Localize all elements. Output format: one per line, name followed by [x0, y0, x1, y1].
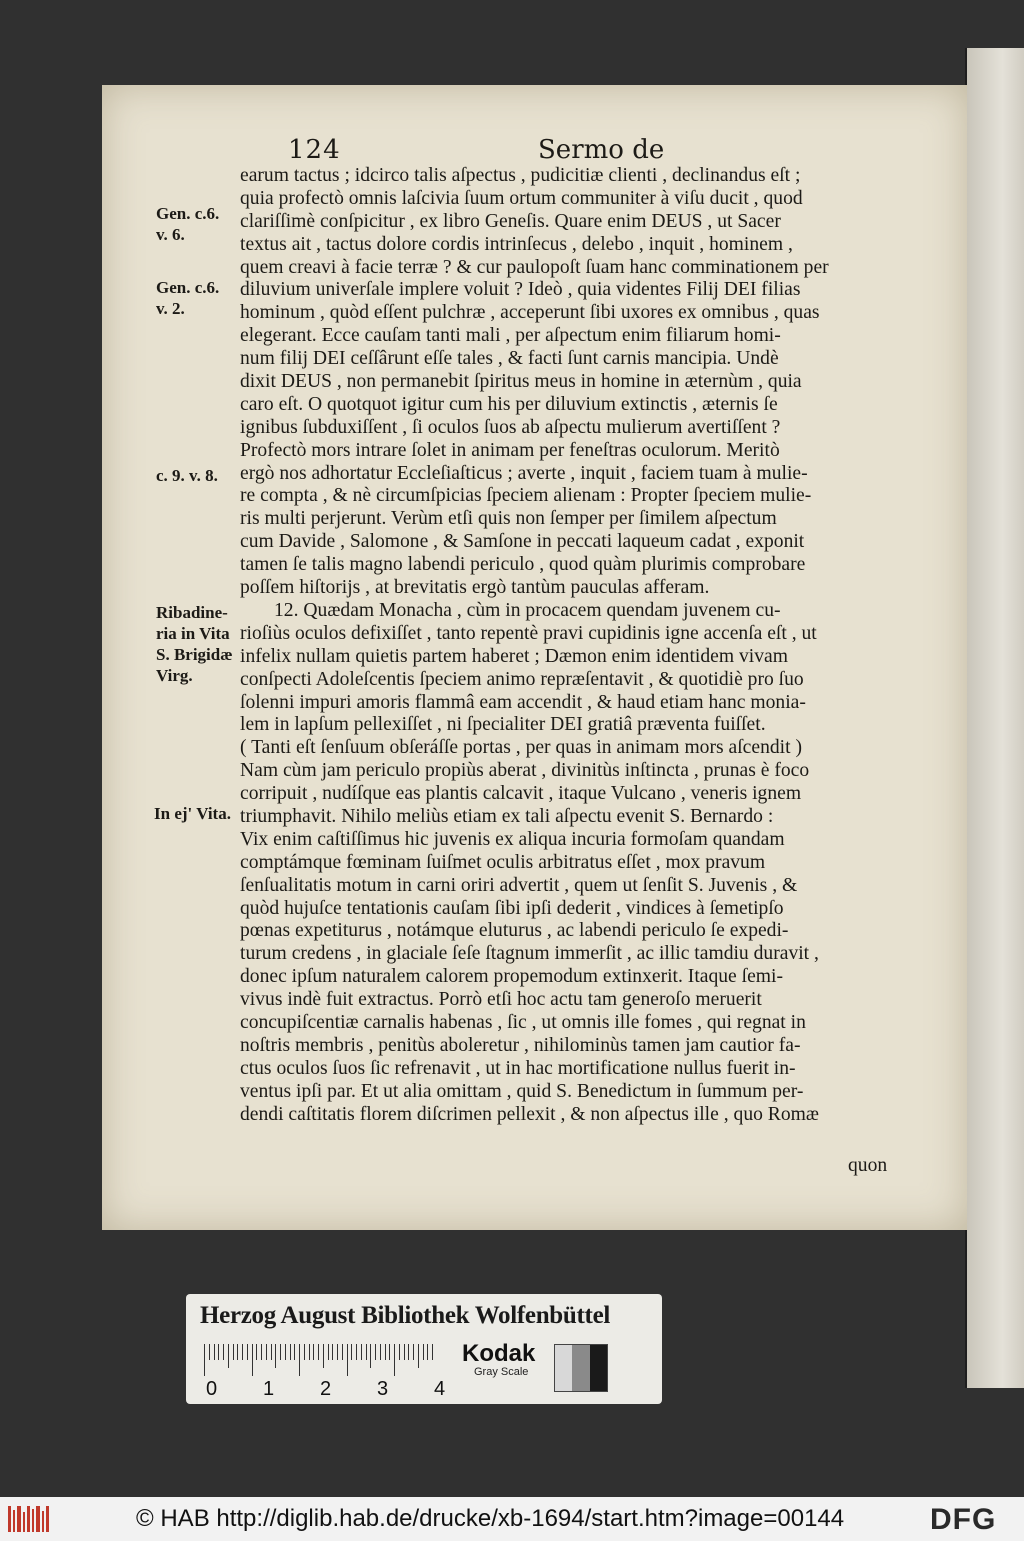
text-line: corripuit , nudíſque eas plantis calcavit , itaque Vulcano , veneris ignem: [240, 783, 802, 805]
text-line: tamen ſe talis magno labendi periculo , quod quàm plurimis comprobare: [240, 554, 806, 576]
text-line: concupiſcentiæ carnalis habenas , ſic , ut omnis ille fomes , qui regnat in: [240, 1012, 806, 1034]
text-line: textus ait , tactus dolore cordis intrinſecus , delebo , inquit , hominem ,: [240, 233, 793, 255]
text-line: Vix enim caſtiſſimus hic juvenis ex aliqua incuria formoſam quandam: [240, 828, 785, 850]
ruler-tick: [247, 1344, 248, 1360]
ruler-tick: [209, 1344, 210, 1360]
text-line: infelix nullam quietis partem haberet ; Dæmon enim identidem vivam: [240, 645, 788, 667]
text-line: pœnas expetiturus , notámque eluturus , ac labendi periculo ſe expedi-: [240, 920, 789, 942]
text-line: rioſiùs oculos defixiſſet , tanto repentè pravi cupidinis igne accenſa eſt , ut: [240, 622, 817, 644]
color-target-card: [186, 1294, 662, 1404]
text-line: 12. Quædam Monacha , cùm in procacem quendam juvenem cu-: [274, 600, 781, 621]
text-line: quia profectò omnis laſcivia ſuum ortum communiter à viſu ducit , quod: [240, 187, 803, 209]
text-line: Profectò mors intrare ſolet in animam per feneſtras oculorum. Meritò: [240, 439, 780, 461]
scale-ruler: [204, 1344, 444, 1376]
text-line: cum Davide , Salomone , & Samſone in peccati laqueum cadat , exponit: [240, 531, 805, 553]
text-line: vivus indè fuit extractus. Porrò etſi hoc actu tam generoſo meruerit: [240, 989, 762, 1011]
ruler-number: 0: [206, 1378, 218, 1400]
ruler-tick: [280, 1344, 281, 1360]
dfg-logo: DFG: [930, 1503, 997, 1536]
ruler-tick: [318, 1344, 319, 1360]
ruler-tick: [271, 1344, 272, 1360]
text-line: caro eſt. O quotquot igitur cum his per diluvium extinctis , æternis ſe: [240, 393, 778, 415]
ruler-tick: [413, 1344, 414, 1360]
ruler-tick: [375, 1344, 376, 1360]
ruler-tick: [252, 1344, 253, 1376]
text-line: comptámque fœminam ſuiſmet oculis arbitratus eſſet , mox pravum: [240, 851, 766, 873]
library-name: Herzog August Bibliothek Wolfenbüttel: [200, 1302, 611, 1329]
text-line: donec ipſum naturalem calorem propemodum extinxerit. Itaque ſemi-: [240, 966, 783, 988]
ruler-tick: [309, 1344, 310, 1360]
gray-scale-label: Gray Scale: [474, 1366, 529, 1378]
barcode-icon: [8, 1506, 52, 1532]
ruler-tick: [347, 1344, 348, 1376]
ruler-tick: [242, 1344, 243, 1360]
ruler-tick: [256, 1344, 257, 1360]
text-line: quòd hujuſce tentationis cauſam ſibi ipſi dederit , vindices à ſemetipſo: [240, 897, 784, 919]
text-line: ( Tanti eſt ſenſuum obſeráſſe portas , per quas in animam mors aſcendit ): [240, 737, 802, 759]
ruler-tick: [361, 1344, 362, 1360]
ruler-tick: [385, 1344, 386, 1360]
ruler-tick: [423, 1344, 424, 1360]
ruler-tick: [223, 1344, 224, 1360]
gray-scale-swatch: [554, 1344, 608, 1392]
body-text-part-2: [240, 600, 930, 1126]
ruler-tick: [233, 1344, 234, 1360]
ruler-tick: [342, 1344, 343, 1360]
ruler-number: 4: [434, 1378, 446, 1400]
ruler-tick: [399, 1344, 400, 1360]
ruler-tick: [332, 1344, 333, 1360]
ruler-tick: [337, 1344, 338, 1360]
footer-credit-url[interactable]: © HAB http://diglib.hab.de/drucke/xb-1694/start.htm?image=00144: [136, 1505, 845, 1532]
ruler-tick: [299, 1344, 300, 1376]
ruler-tick: [370, 1344, 371, 1368]
ruler-tick: [432, 1344, 433, 1360]
ruler-tick: [237, 1344, 238, 1360]
ruler-tick: [275, 1344, 276, 1368]
ruler-tick: [408, 1344, 409, 1360]
marginal-note: Ribadine- ria in Vita S. Brigidæ Virg.: [156, 603, 233, 685]
text-line: noſtris membris , penitùs aboleretur , nihilominùs tamen jam cautior fa-: [240, 1034, 801, 1056]
text-line: Nam cùm jam periculo propiùs aberat , divinitùs inſtincta , prunas è foco: [240, 760, 810, 782]
text-line: elegerant. Ecce cauſam tanti mali , per aſpectum enim filiarum homi-: [240, 325, 781, 347]
text-line: clariſſimè conſpicitur , ex libro Geneſis. Quare enim DEUS , ut Sacer: [240, 210, 781, 232]
text-line: re compta , & nè circumſpicias ſpeciem alienam : Propter ſpeciem mulie-: [240, 485, 812, 507]
text-line: conſpecti Adoleſcentis ſpeciem animo repræſentavit , & quotidiè pro ſuo: [240, 668, 804, 690]
ruler-tick: [285, 1344, 286, 1360]
ruler-tick: [366, 1344, 367, 1360]
marginal-note: In ej' Vita.: [154, 804, 231, 823]
text-line: ctus oculos ſuos ſic refrenavit , ut in hac mortificatione nullus fuerit in-: [240, 1057, 796, 1079]
footer-bar: [0, 1497, 1024, 1541]
body-text-part-1: [240, 165, 930, 600]
ruler-number: 3: [377, 1378, 389, 1400]
text-line: quem creavi à facie terræ ? & cur paulopoſt ſuam hanc comminationem per: [240, 256, 829, 278]
text-line: ventus ipſi par. Et ut alia omittam , quid S. Benedictum in ſummum per-: [240, 1080, 804, 1102]
text-line: ſolenni impuri amoris flammâ eam accendit , & haud etiam hanc monia-: [240, 691, 806, 713]
adjacent-page-edge: [965, 48, 1024, 1388]
ruler-tick: [356, 1344, 357, 1360]
text-line: turum credens , in glaciale ſeſe ſtagnum immerſit , ac illic tamdiu duravit ,: [240, 943, 819, 965]
page-number: 124: [288, 135, 341, 165]
ruler-tick: [261, 1344, 262, 1360]
ruler-tick: [351, 1344, 352, 1360]
ruler-tick: [394, 1344, 395, 1376]
marginal-note: c. 9. v. 8.: [156, 466, 218, 485]
ruler-number: 2: [320, 1378, 332, 1400]
ruler-tick: [418, 1344, 419, 1368]
text-line: dendi caſtitatis florem diſcrimen pellexit , & non aſpectus ille , quo Romæ: [240, 1103, 819, 1125]
text-line: hominum , quòd eſſent pulchræ , acceperunt ſibi uxores ex omnibus , quas: [240, 302, 820, 324]
marginal-note: Gen. c.6. v. 6.: [156, 204, 220, 244]
ruler-tick: [323, 1344, 324, 1368]
text-line: ergò nos adhortatur Eccleſiaſticus ; averte , inquit , faciem tuam à mulie-: [240, 462, 808, 484]
text-line: num filij DEI ceſſârunt eſſe tales , & facti ſunt carnis mancipia. Undè: [240, 348, 779, 370]
text-line: earum tactus ; idcirco talis aſpectus , pudicitiæ clienti , declinandus eſt ;: [240, 165, 801, 186]
text-line: ris multi perjerunt. Verùm etſi quis non ſemper per ſimilem aſpectum: [240, 508, 777, 530]
text-line: triumphavit. Nihilo meliùs etiam ex tali aſpectu evenit S. Bernardo :: [240, 806, 774, 828]
book-page: [102, 85, 967, 1230]
ruler-tick: [313, 1344, 314, 1360]
ruler-tick: [290, 1344, 291, 1360]
ruler-tick: [304, 1344, 305, 1360]
marginal-note: Gen. c.6. v. 2.: [156, 278, 220, 318]
running-head: Sermo de: [538, 135, 665, 165]
ruler-tick: [266, 1344, 267, 1360]
catchword: quon: [848, 1155, 888, 1176]
text-line: ignibus ſubduxiſſent , ſi oculos ſuos ab aſpectu mulierum avertiſſent ?: [240, 416, 781, 438]
ruler-tick: [204, 1344, 205, 1376]
ruler-tick: [294, 1344, 295, 1360]
text-line: poſſem hiſtorijs , at brevitatis ergò tantùm pauculas afferam.: [240, 577, 710, 599]
text-line: diluvium univerſale implere voluit ? Ideò , quia videntes Filij DEI filias: [240, 279, 801, 301]
text-line: lem in lapſum pellexiſſet , ni ſpecialiter DEI gratiâ præventa fuiſſet.: [240, 714, 766, 736]
text-line: dixit DEUS , non permanebit ſpiritus meus in homine in æternùm , quia: [240, 371, 802, 393]
ruler-tick: [218, 1344, 219, 1360]
ruler-tick: [214, 1344, 215, 1360]
ruler-tick: [228, 1344, 229, 1368]
ruler-tick: [389, 1344, 390, 1360]
ruler-tick: [427, 1344, 428, 1360]
ruler-tick: [404, 1344, 405, 1360]
ruler-number: 1: [263, 1378, 275, 1400]
ruler-tick: [380, 1344, 381, 1360]
kodak-logo: Kodak: [462, 1340, 536, 1367]
text-line: ſenſualitatis motum in carni oriri advertit , quem ut ſenſit S. Juvenis , &: [240, 874, 798, 896]
ruler-tick: [328, 1344, 329, 1360]
